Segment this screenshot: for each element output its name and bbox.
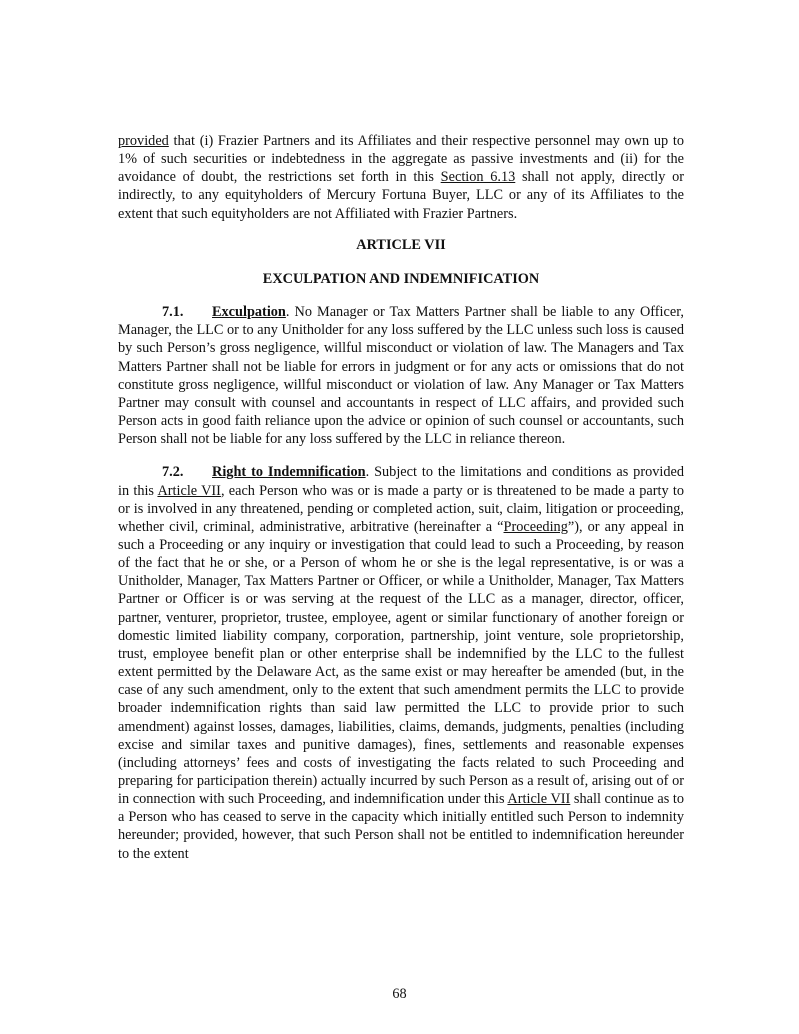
article-heading: ARTICLE VII <box>356 236 446 253</box>
section-7-1 <box>118 303 684 448</box>
article-ref: Article VII <box>507 791 571 808</box>
provided-term: provided <box>118 133 169 149</box>
section-number: 7.2. <box>162 464 184 481</box>
intro-text-1: that (i) Frazier Partners and its Affiliates and their respective personnel may own up to 1% of such securities or indebtedness in the aggregate as passive investments and (ii) for the avoidance of doubt, the restrictions set forth in this <box>118 133 684 186</box>
section-ref: Section 6.13 <box>440 169 516 186</box>
intro-text-2: shall not apply, directly or indirectly, to any equityholders of Mercury Fortuna Buyer, LLC or any of its Affiliates to the extent that such equityholders are not Affiliated with Frazier Partners. <box>118 169 684 222</box>
section-number: 7.1. <box>162 304 184 321</box>
section-title: Exculpation <box>212 304 286 321</box>
section-7-2 <box>118 463 684 862</box>
section-title: Right to Indemnification <box>212 464 366 481</box>
section-body: . No Manager or Tax Matters Partner shall be liable to any Officer, Manager, the LLC or to any Unitholder for any loss suffered by the LLC unless such loss is caused by such Person’s gross negligence, willful misconduct or violation of law. The Managers and Tax Matters Partner shall not be liable for errors in judgment or for any acts or omissions that do not constitute gross negligence, willful misconduct or violation of law. Any Manager or Tax Matters Partner may consult with counsel and accountants in respect of LLC affairs, and provided such Person acts in good faith reliance upon the advice or opinion of such counsel or accountants, such Person shall not be liable for any loss suffered by the LLC in reliance thereon. <box>118 304 684 448</box>
article-ref: Article VII <box>157 482 221 499</box>
page-number: 68 <box>392 986 407 1002</box>
defined-term-proceeding: Proceeding <box>503 518 568 535</box>
document-page <box>118 132 684 863</box>
intro-paragraph <box>118 132 684 223</box>
section-body-4: shall continue as to a Person who has ceased to serve in the capacity which initially entitled such Person to indemnity hereunder; provided, however, that such Person shall not be entitled to indemnification hereunder to the extent <box>118 791 685 862</box>
section-body-2: , each Person who was or is made a party or is threatened to be made a party to or is involved in any threatened, pending or completed action, suit, claim, litigation or proceeding, whether civil, criminal, administrative, arbitrative (hereinafter a “ <box>118 482 684 535</box>
article-title: EXCULPATION AND INDEMNIFICATION <box>262 270 540 287</box>
section-body-1: . Subject to the limitations and conditions as provided in this <box>118 464 684 499</box>
section-body-3: ”), or any appeal in such a Proceeding or any inquiry or investigation that could lead to such a Proceeding, by reason of the fact that he or she, or a Person of whom he or she is the legal representative, is or was a Unitholder, Manager, Tax Matters Partner or Officer, or while a Unitholder, Manager, Tax Matters Partner or Officer is or was serving at the request of the LLC as a manager, director, officer, partner, venturer, proprietor, trustee, employee, agent or similar functionary of another foreign or domestic limited liability company, corporation, partnership, joint venture, sole proprietorship, trust, employee benefit plan or other enterprise shall be indemnified by the LLC to the fullest extent permitted by the Delaware Act, as the same exist or may hereafter be amended (but, in the case of any such amendment, only to the extent that such amendment permits the LLC to provide broader indemnification rights than said law permitted the LLC to provide prior to such amendment) against losses, damages, liabilities, claims, demands, judgments, penalties (including excise and similar taxes and punitive damages), fines, settlements and reasonable expenses (including attorneys’ fees and costs of investigating the facts related to such Proceeding and preparing for participation therein) actually incurred by such Person as a result of, arising out of or in connection with such Proceeding, and indemnification under this <box>118 518 684 808</box>
